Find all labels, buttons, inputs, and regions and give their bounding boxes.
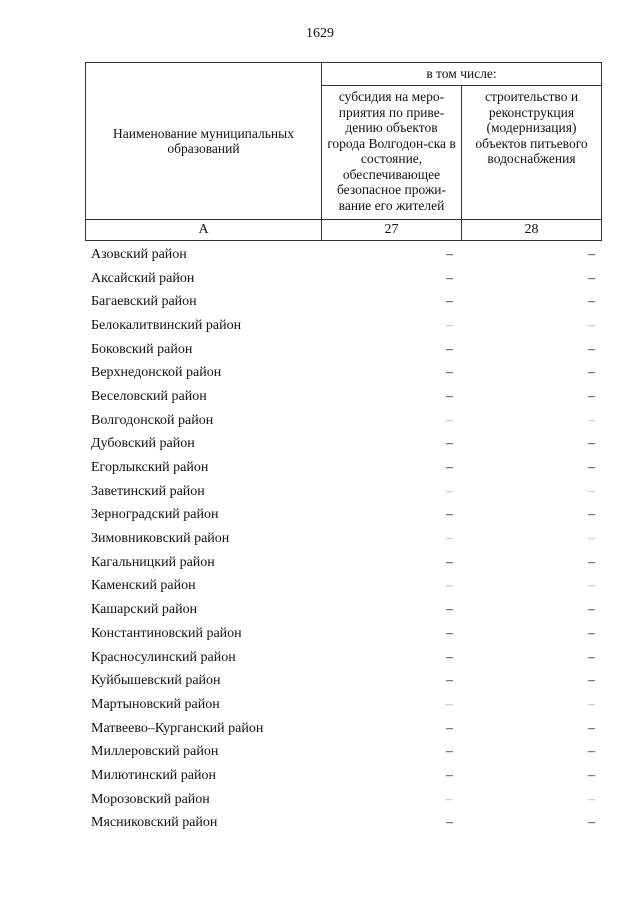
municipality-name: Зерноградский район <box>91 507 219 523</box>
municipality-name: Миллеровский район <box>91 744 219 760</box>
table-row <box>85 456 601 480</box>
value-col28: – <box>588 649 595 665</box>
table-row <box>85 267 601 291</box>
value-col28: – <box>588 554 595 570</box>
value-col28: – <box>588 483 595 499</box>
value-col27: – <box>446 317 453 333</box>
municipality-name: Белокалитвинский район <box>91 317 242 333</box>
value-col27: – <box>446 270 453 286</box>
name-column-header: Наименование муниципальных образований <box>86 63 322 220</box>
municipality-name: Кашарский район <box>91 602 198 618</box>
value-col27: – <box>446 388 453 404</box>
municipality-name: Милютинский район <box>91 767 217 783</box>
table-row <box>85 409 601 433</box>
value-col27: – <box>446 246 453 262</box>
value-col28: – <box>588 365 595 381</box>
municipality-name: Константиновский район <box>91 625 242 641</box>
table-row <box>85 504 601 528</box>
table-row <box>85 480 601 504</box>
code-a: А <box>86 220 322 241</box>
municipality-name: Боковский район <box>91 341 193 357</box>
value-col28: – <box>588 720 595 736</box>
value-col27: – <box>446 673 453 689</box>
value-col28: – <box>588 815 595 831</box>
value-col28: – <box>588 744 595 760</box>
municipality-name: Аксайский район <box>91 270 195 286</box>
col28-header: строительство и реконструкция (модернизация) объектов питьевого водоснабжения <box>462 86 602 220</box>
municipality-name: Заветинский район <box>91 483 205 499</box>
including-header: в том числе: <box>322 63 602 86</box>
value-col28: – <box>588 317 595 333</box>
value-col28: – <box>588 767 595 783</box>
value-col28: – <box>588 270 595 286</box>
value-col28: – <box>588 412 595 428</box>
value-col28: – <box>588 602 595 618</box>
municipality-name: Веселовский район <box>91 388 207 404</box>
value-col27: – <box>446 602 453 618</box>
municipality-name: Мартыновский район <box>91 696 220 712</box>
table-row <box>85 717 601 741</box>
table-body <box>85 243 601 835</box>
value-col27: – <box>446 815 453 831</box>
value-col28: – <box>588 246 595 262</box>
page-number: 1629 <box>306 26 334 41</box>
table-row <box>85 598 601 622</box>
value-col27: – <box>446 294 453 310</box>
value-col28: – <box>588 341 595 357</box>
table-row <box>85 290 601 314</box>
value-col27: – <box>446 720 453 736</box>
table-row <box>85 338 601 362</box>
table-row <box>85 788 601 812</box>
table-row <box>85 575 601 599</box>
table-row <box>85 812 601 836</box>
value-col27: – <box>446 341 453 357</box>
value-col27: – <box>446 412 453 428</box>
municipality-name: Багаевский район <box>91 294 197 310</box>
value-col27: – <box>446 554 453 570</box>
value-col28: – <box>588 294 595 310</box>
value-col27: – <box>446 507 453 523</box>
value-col27: – <box>446 696 453 712</box>
value-col27: – <box>446 365 453 381</box>
col27-header: субсидия на меро-приятия по приве-дению объектов города Волгодон-ска в состояние, обеспечивающее безопасное прожи-вание его жителей <box>322 86 462 220</box>
value-col27: – <box>446 578 453 594</box>
municipality-name: Зимовниковский район <box>91 531 230 547</box>
table-row <box>85 433 601 457</box>
table-row <box>85 622 601 646</box>
value-col27: – <box>446 625 453 641</box>
table-header <box>85 62 602 241</box>
municipality-name: Мясниковский район <box>91 815 218 831</box>
value-col28: – <box>588 791 595 807</box>
municipality-name: Волгодонской район <box>91 412 214 428</box>
municipality-name: Морозовский район <box>91 791 210 807</box>
municipality-name: Верхнедонской район <box>91 365 222 381</box>
value-col28: – <box>588 507 595 523</box>
table-row <box>85 551 601 575</box>
table-row <box>85 385 601 409</box>
municipality-name: Матвеево–Курганский район <box>91 720 264 736</box>
value-col27: – <box>446 767 453 783</box>
code-28: 28 <box>462 220 602 241</box>
value-col27: – <box>446 791 453 807</box>
value-col27: – <box>446 531 453 547</box>
municipality-name: Каменский район <box>91 578 196 594</box>
municipality-name: Азовский район <box>91 246 187 262</box>
municipality-name: Дубовский район <box>91 436 195 452</box>
table-row <box>85 764 601 788</box>
value-col28: – <box>588 673 595 689</box>
table-row <box>85 646 601 670</box>
value-col28: – <box>588 436 595 452</box>
table-row <box>85 314 601 338</box>
value-col28: – <box>588 388 595 404</box>
value-col27: – <box>446 744 453 760</box>
code-27: 27 <box>322 220 462 241</box>
table-row <box>85 669 601 693</box>
value-col28: – <box>588 625 595 641</box>
value-col28: – <box>588 578 595 594</box>
table-row <box>85 693 601 717</box>
municipality-name: Куйбышевский район <box>91 673 221 689</box>
table-row <box>85 243 601 267</box>
table-row <box>85 361 601 385</box>
value-col27: – <box>446 460 453 476</box>
value-col27: – <box>446 483 453 499</box>
municipality-name: Егорлыкский район <box>91 460 209 476</box>
table-row <box>85 527 601 551</box>
value-col28: – <box>588 696 595 712</box>
value-col28: – <box>588 531 595 547</box>
municipality-name: Кагальницкий район <box>91 554 215 570</box>
table-row <box>85 740 601 764</box>
value-col27: – <box>446 436 453 452</box>
municipality-name: Красносулинский район <box>91 649 236 665</box>
value-col28: – <box>588 460 595 476</box>
value-col27: – <box>446 649 453 665</box>
